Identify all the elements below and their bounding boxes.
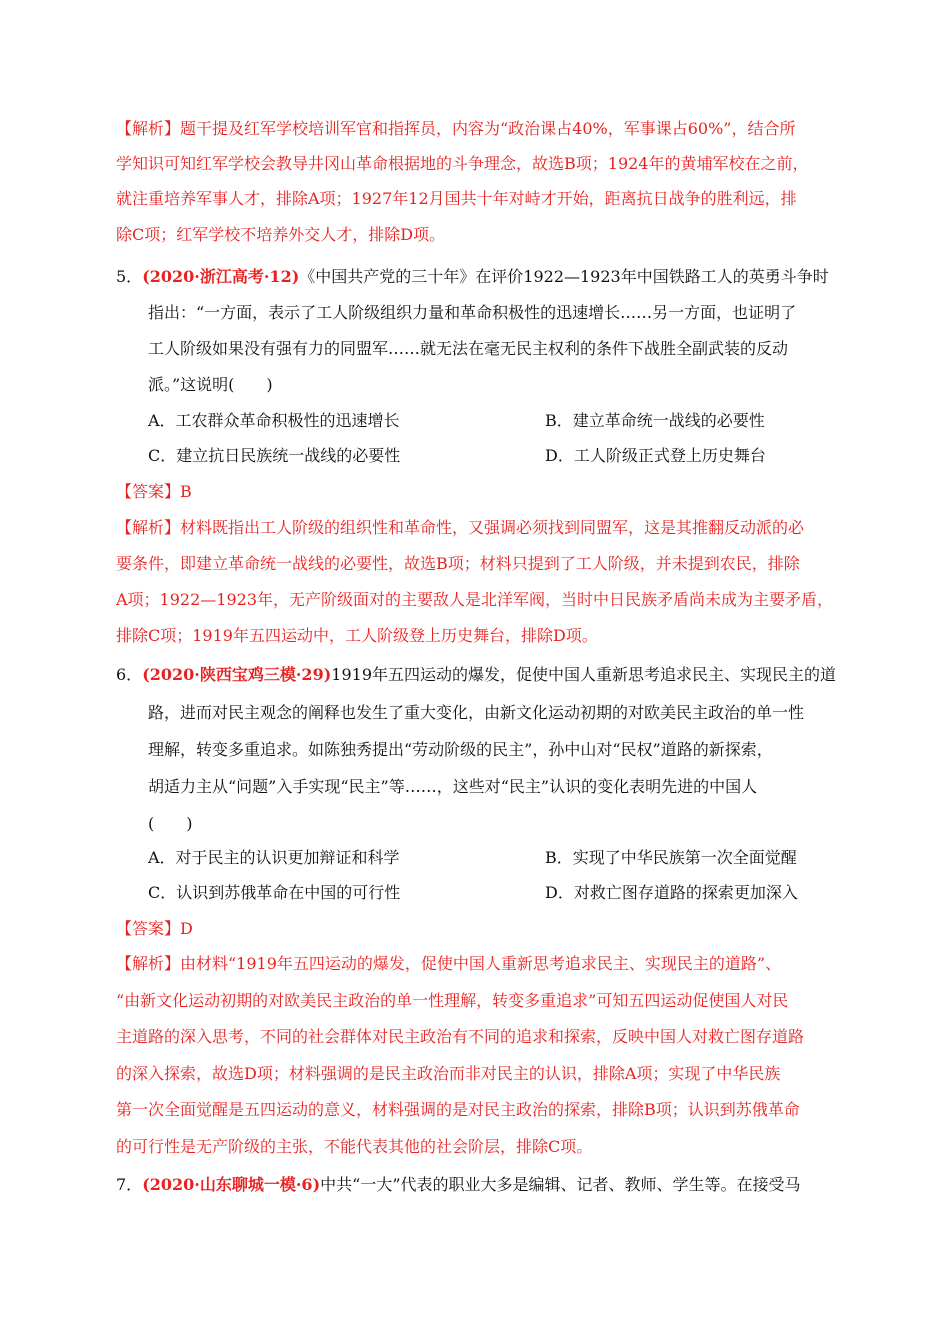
question-7-stem	[116, 1174, 801, 1196]
question-source: (2020·陕西宝鸡三模·29)	[142, 665, 332, 684]
analysis-line: 第一次全面觉醒是五四运动的意义，材料强调的是对民主政治的探索，排除B项；认识到苏俄革命	[116, 1100, 800, 1119]
analysis-line: A项；1922—1923年，无产阶级面对的主要敌人是北洋军阀，当时中日民族矛盾尚未成为主要矛盾，	[116, 590, 833, 609]
option-d: D．对救亡图存道路的探索更加深入	[545, 883, 798, 902]
question-text: 1919年五四运动的爆发，促使中国人重新思考追求民主、实现民主的道	[331, 665, 837, 684]
question-number: 5．	[116, 267, 143, 286]
analysis-line: 要条件，即建立革命统一战线的必要性，故选B项；材料只提到了工人阶级，并未提到农民，排除	[116, 554, 800, 573]
analysis-line: 除C项；红军学校不培养外交人才，排除D项。	[116, 225, 446, 244]
question-text: 中共“一大”代表的职业大多是编辑、记者、教师、学生等。在接受马	[320, 1175, 801, 1194]
question-text-line: 指出：“一方面，表示了工人阶级组织力量和革命积极性的迅速增长……另一方面，也证明了	[148, 303, 797, 322]
question-text-line: 胡适力主从“问题”入手实现“民主”等……，这些对“民主”认识的变化表明先进的中国人	[148, 777, 758, 796]
analysis-line: 【解析】材料既指出工人阶级的组织性和革命性，又强调必须找到同盟军，这是其推翻反动派的必	[116, 518, 805, 537]
question-text-line: 工人阶级如果没有强有力的同盟军……就无法在毫无民主权利的条件下战胜全副武装的反动	[148, 339, 789, 358]
option-b: B．建立革命统一战线的必要性	[545, 411, 765, 430]
question-text-line: 派。”这说明( )	[148, 375, 273, 394]
analysis-line: 的深入探索，故选D项；材料强调的是民主政治而非对民主的认识，排除A项；实现了中华民族	[116, 1064, 781, 1083]
question-source: (2020·山东聊城一模·6)	[142, 1175, 321, 1194]
question-6-stem	[116, 664, 836, 686]
question-text: 《中国共产党的三十年》在评价1922—1923年中国铁路工人的英勇斗争时	[299, 267, 829, 286]
answer-label: 【答案】D	[116, 919, 193, 938]
option-a: A．对于民主的认识更加辩证和科学	[148, 848, 400, 867]
analysis-line: 【解析】由材料“1919年五四运动的爆发，促使中国人重新思考追求民主、实现民主的道路”、	[116, 954, 782, 973]
question-source: (2020·浙江高考·12)	[142, 267, 300, 286]
question-5-stem	[116, 266, 829, 288]
answer-label: 【答案】B	[116, 482, 192, 501]
analysis-line: 主道路的深入思考，不同的社会群体对民主政治有不同的追求和探索，反映中国人对救亡图存道路	[116, 1027, 805, 1046]
question-text-line: 路，进而对民主观念的阐释也发生了重大变化，由新文化运动初期的对欧美民主政治的单一性	[148, 703, 805, 722]
question-text-line: 理解，转变多重追求。如陈独秀提出“劳动阶级的民主”，孙中山对“民权”道路的新探索，	[148, 740, 773, 759]
analysis-line: “由新文化运动初期的对欧美民主政治的单一性理解，转变多重追求”可知五四运动促使国人对民	[116, 991, 789, 1010]
option-c: C．建立抗日民族统一战线的必要性	[148, 446, 401, 465]
analysis-line: 就注重培养军事人才，排除A项；1927年12月国共十年对峙才开始，距离抗日战争的胜利远，排	[116, 189, 797, 208]
question-number: 6．	[116, 665, 143, 684]
analysis-line: 排除C项；1919年五四运动中，工人阶级登上历史舞台，排除D项。	[116, 626, 598, 645]
analysis-line: 学知识可知红军学校会教导井冈山革命根据地的斗争理念，故选B项；1924年的黄埔军校在之前，	[116, 154, 809, 173]
option-d: D．工人阶级正式登上历史舞台	[545, 446, 766, 465]
option-b: B．实现了中华民族第一次全面觉醒	[545, 848, 797, 867]
option-c: C．认识到苏俄革命在中国的可行性	[148, 883, 401, 902]
analysis-line: 【解析】题干提及红军学校培训军官和指挥员，内容为“政治课占40%，军事课占60%”，结合所	[116, 119, 796, 138]
option-a: A．工农群众革命积极性的迅速增长	[148, 411, 400, 430]
question-number: 7．	[116, 1175, 143, 1194]
question-text-line: ( )	[148, 814, 193, 833]
analysis-line: 的可行性是无产阶级的主张，不能代表其他的社会阶层，排除C项。	[116, 1137, 593, 1156]
